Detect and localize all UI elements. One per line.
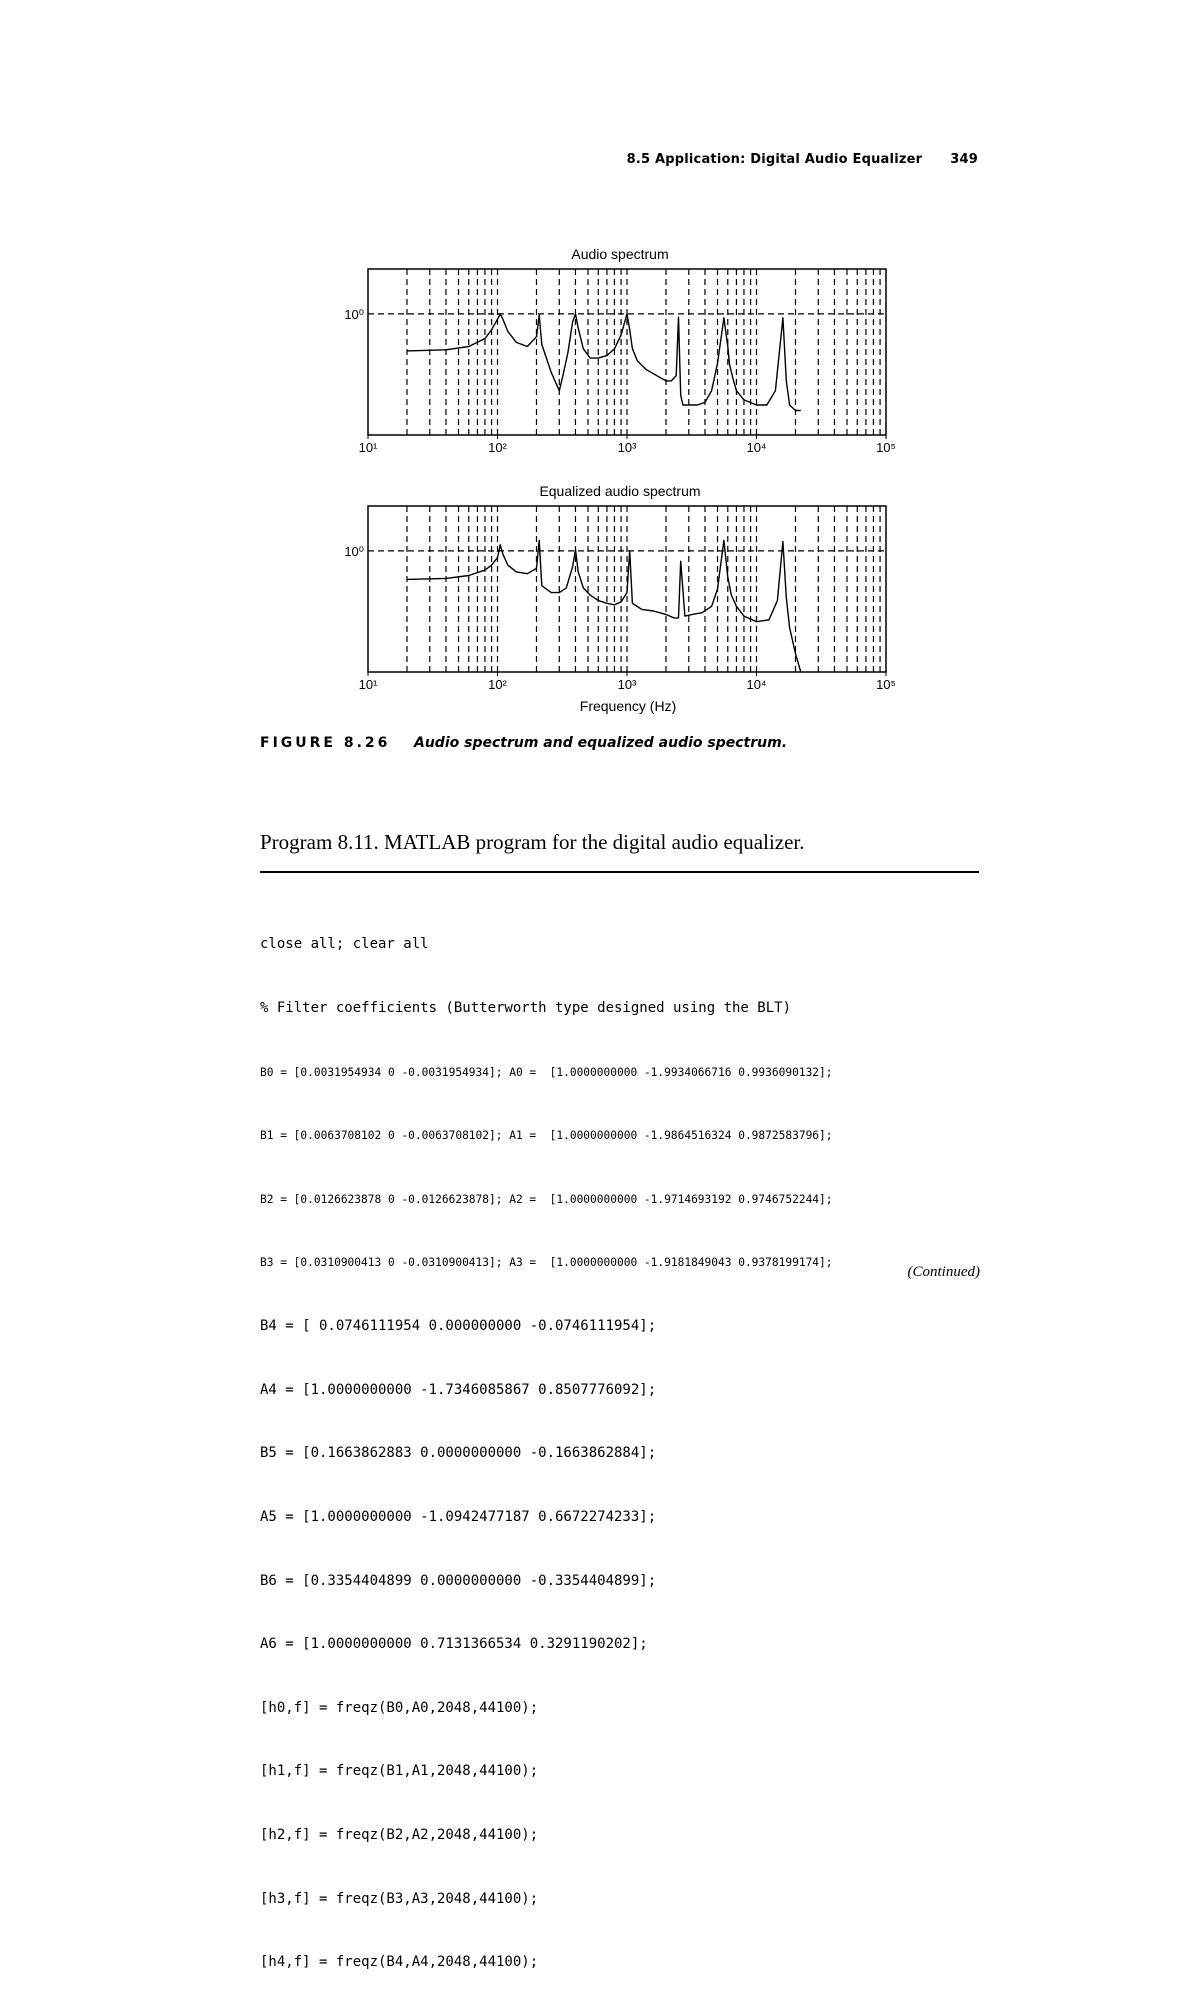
page-number: 349 (950, 152, 978, 167)
plot-svg (330, 477, 910, 697)
x-tick-label: 10⁵ (876, 677, 896, 692)
code-line: B1 = [0.0063708102 0 -0.0063708102]; A1 = [1.0000000000 -1.9864516324 0.9872583796]; (260, 1129, 833, 1143)
x-tick-label: 10³ (617, 677, 637, 692)
x-tick-label: 10² (488, 677, 507, 692)
program-title: Program 8.11. MATLAB program for the digital audio equalizer. (260, 830, 805, 854)
code-line: [h0,f] = freqz(B0,A0,2048,44100); (260, 1699, 539, 1716)
code-line: B5 = [0.1663862883 0.0000000000 -0.1663862884]; (260, 1445, 657, 1462)
spectrum-line (407, 540, 801, 672)
x-tick-label: 10⁴ (746, 440, 767, 455)
code-line: [h1,f] = freqz(B1,A1,2048,44100); (260, 1763, 539, 1780)
code-line: B6 = [0.3354404899 0.0000000000 -0.3354404899]; (260, 1572, 657, 1589)
code-line: A5 = [1.0000000000 -1.0942477187 0.6672274233]; (260, 1508, 657, 1525)
x-tick-label: 10⁴ (746, 677, 767, 692)
y-tick-label: 10⁰ (344, 543, 364, 559)
code-line: B4 = [ 0.0746111954 0.000000000 -0.0746111954]; (260, 1318, 657, 1335)
code-line: A4 = [1.0000000000 -1.7346085867 0.8507776092]; (260, 1381, 657, 1398)
code-line: B0 = [0.0031954934 0 -0.0031954934]; A0 = [1.0000000000 -1.9934066716 0.9936090132]; (260, 1065, 833, 1079)
code-line: A6 = [1.0000000000 0.7131366534 0.3291190202]; (260, 1636, 648, 1653)
figure-caption (260, 735, 980, 751)
code-line: B2 = [0.0126623878 0 -0.0126623878]; A2 = [1.0000000000 -1.9714693192 0.9746752244]; (260, 1192, 833, 1206)
plot-title: Equalized audio spectrum (539, 483, 701, 499)
plot-equalized-spectrum (330, 477, 910, 697)
plot-svg (330, 240, 910, 460)
y-tick-label: 10⁰ (344, 306, 364, 322)
code-listing (260, 892, 980, 1995)
code-line: [h3,f] = freqz(B3,A3,2048,44100); (260, 1890, 539, 1907)
figure-label: FIGURE 8.26 (260, 735, 391, 751)
x-tick-label: 10² (488, 440, 507, 455)
x-tick-label: 10³ (617, 440, 637, 455)
x-tick-label: 10⁵ (876, 440, 896, 455)
running-head (600, 152, 978, 167)
continued-note: (Continued) (907, 1264, 980, 1280)
x-axis-label: Frequency (Hz) (579, 698, 677, 714)
section-title: 8.5 Application: Digital Audio Equalizer (626, 152, 923, 167)
plot-title: Audio spectrum (571, 246, 669, 262)
code-line: [h2,f] = freqz(B2,A2,2048,44100); (260, 1826, 539, 1843)
figure-caption-text: Audio spectrum and equalized audio spectrum. (414, 735, 788, 751)
spectrum-line (407, 314, 801, 411)
code-line: close all; clear all (260, 936, 429, 953)
x-tick-label: 10¹ (358, 440, 378, 455)
program-rule (260, 871, 979, 873)
plot-audio-spectrum (330, 240, 910, 460)
code-line: B3 = [0.0310900413 0 -0.0310900413]; A3 = [1.0000000000 -1.9181849043 0.9378199174]; (260, 1256, 833, 1270)
code-line: [h4,f] = freqz(B4,A4,2048,44100); (260, 1954, 539, 1971)
x-tick-label: 10¹ (358, 677, 378, 692)
code-line: % Filter coefficients (Butterworth type designed using the BLT) (260, 1000, 792, 1017)
